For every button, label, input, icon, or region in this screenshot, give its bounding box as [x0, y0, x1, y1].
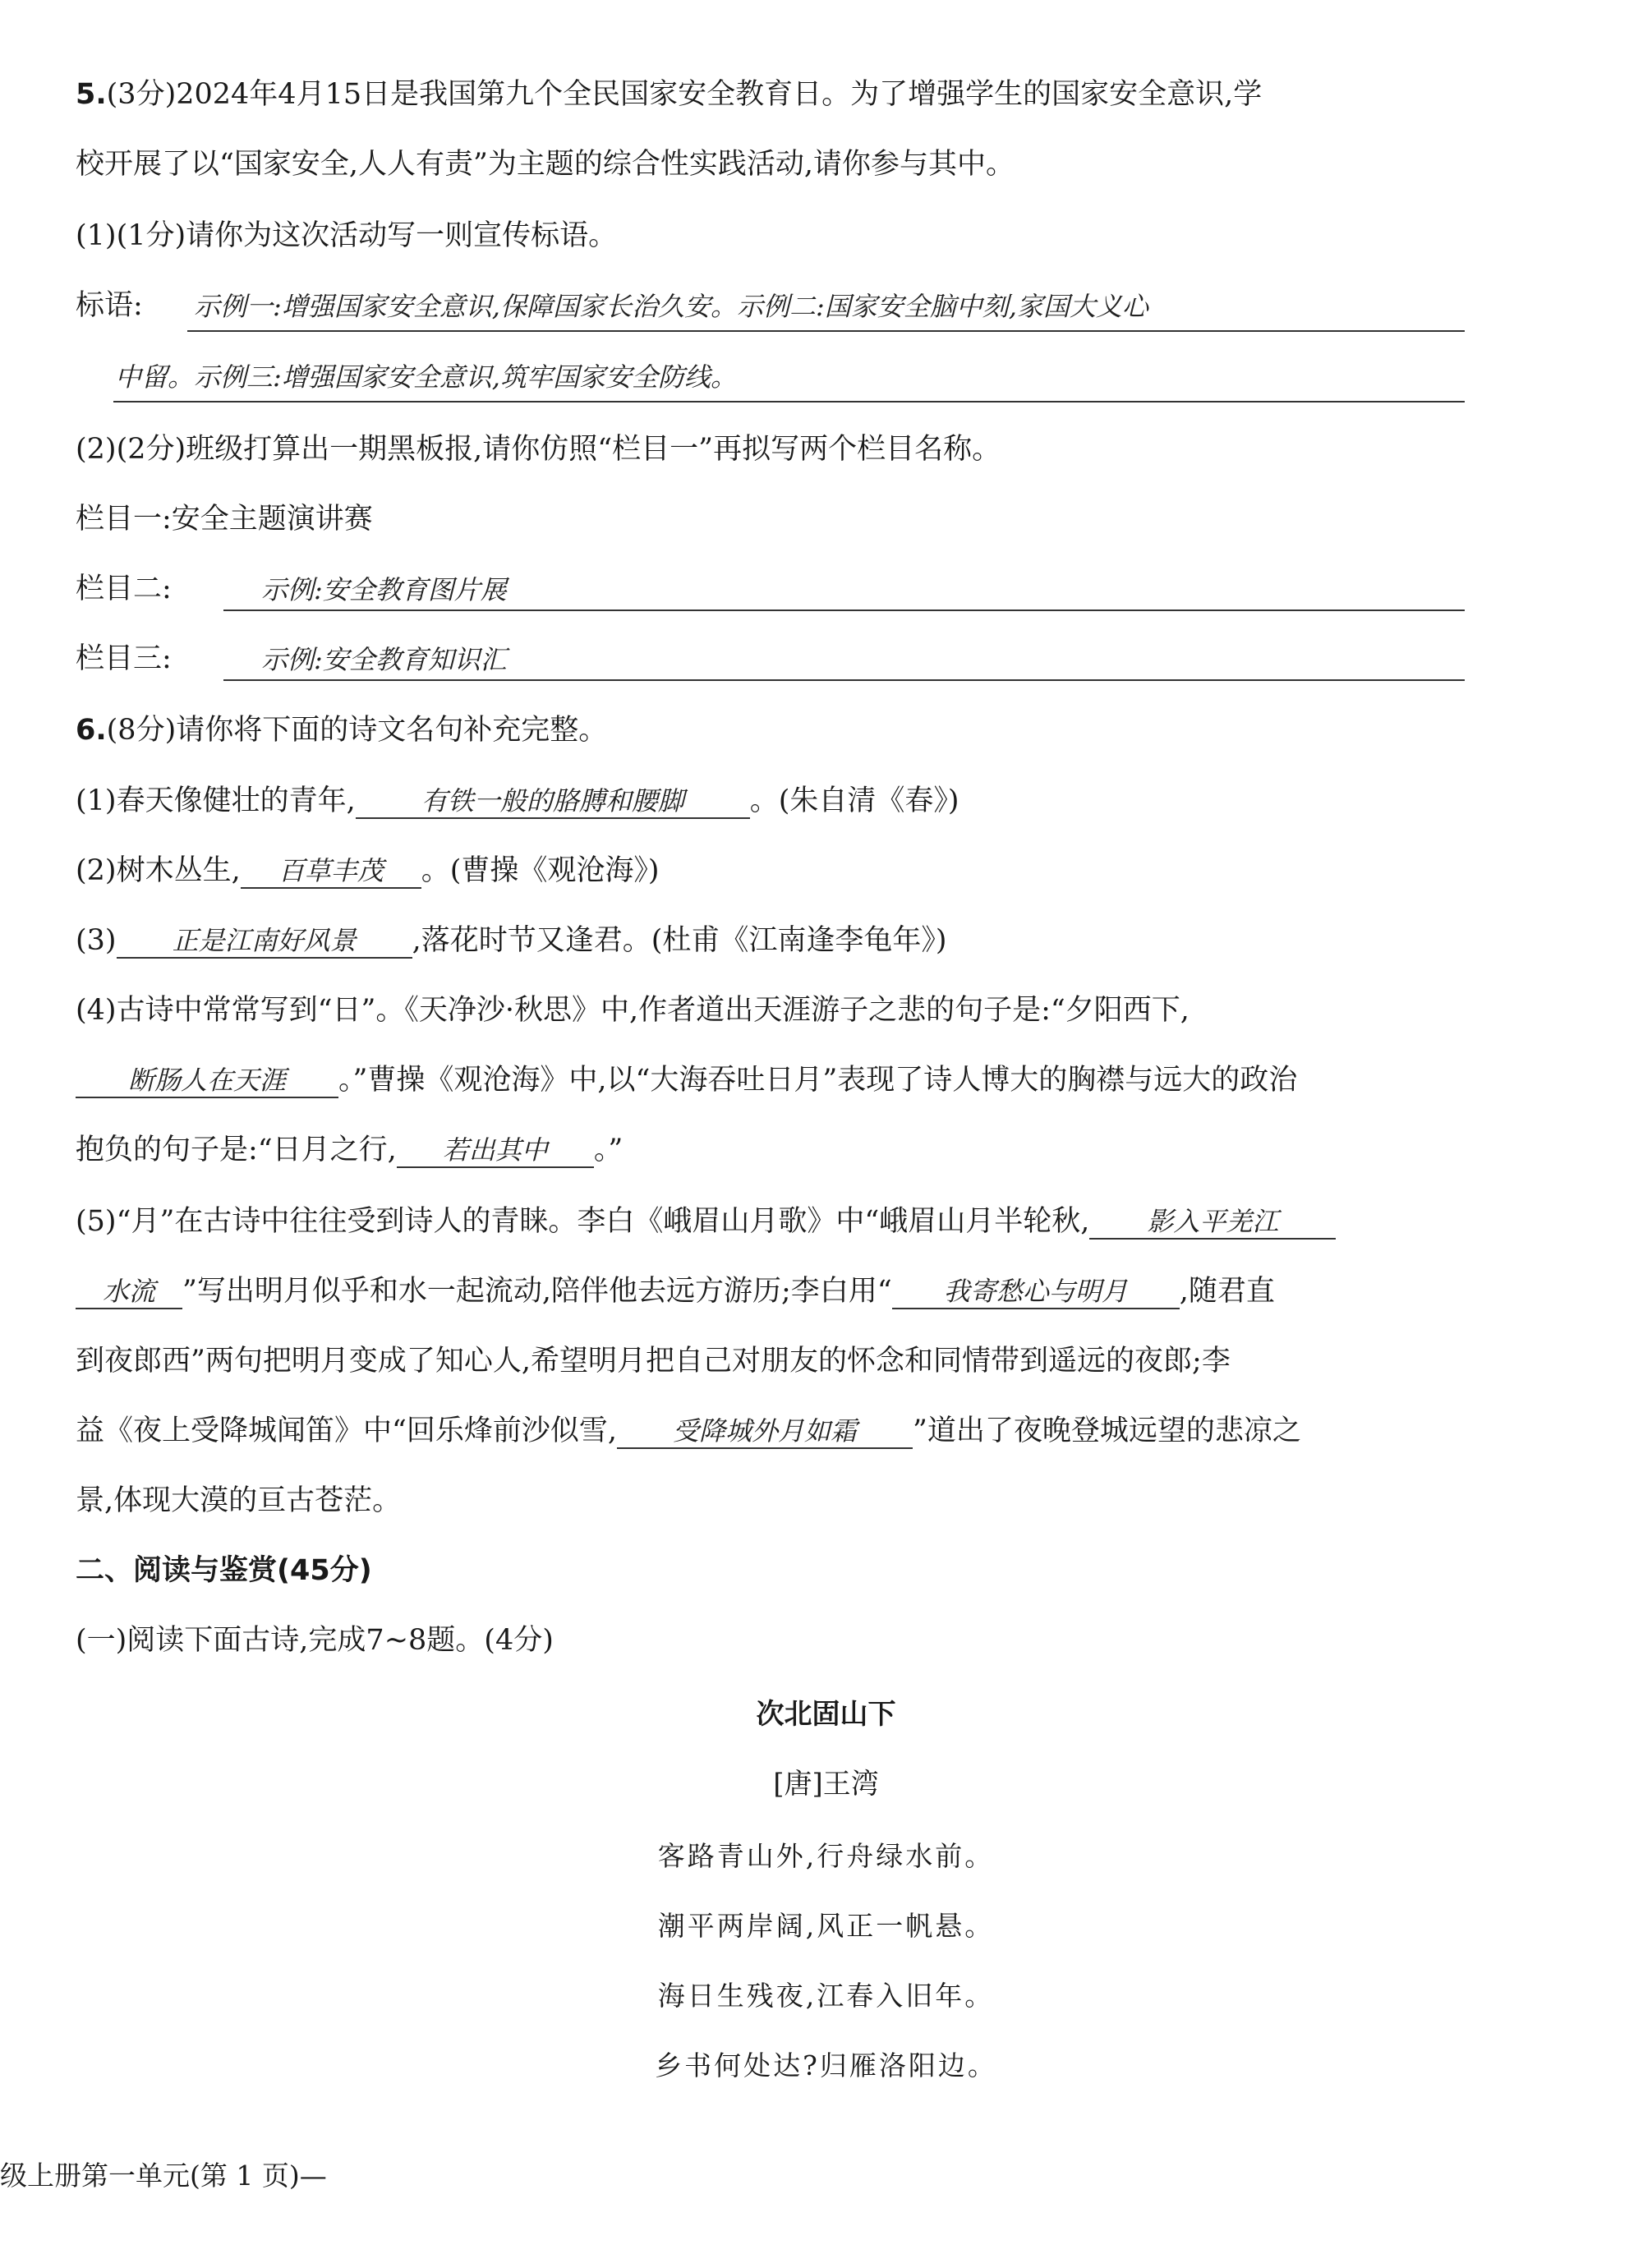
- q6-i5-answer-2: 我寄愁心与明月: [892, 1278, 1180, 1309]
- slogan-answer-1: 示例一:增强国家安全意识,保障国家长治久安。示例二:国家安全脑中刻,家国大义心: [194, 291, 1148, 322]
- q6-prompt: (8分)请你将下面的诗文名句补充完整。: [106, 714, 608, 747]
- q5-number: 5.: [76, 78, 107, 111]
- q6-item-4-line-1: (4)古诗中常常写到“日”。《天净沙·秋思》中,作者道出天涯游子之悲的句子是:“夕阳西下,: [76, 994, 1190, 1027]
- q6-i5-line4-post: ”道出了夜晚登城远望的悲凉之: [913, 1414, 1301, 1447]
- q6-i3-post: ,落花时节又逢君。(杜甫《江南逢李龟年》): [412, 924, 947, 957]
- poem-line-4: 乡书何处达?归雁洛阳边。: [655, 2049, 997, 2082]
- poem-title: 次北固山下: [756, 1698, 896, 1731]
- q6-i5-answer-1a: 影入平羌江: [1089, 1208, 1336, 1240]
- q6-i4-line3-pre: 抱负的句子是:“日月之行,: [76, 1134, 397, 1166]
- q5-line-1: [76, 80, 1262, 109]
- q6-i1-post: 。(朱自清《春》): [749, 784, 959, 817]
- column-3-underline: [223, 679, 1465, 681]
- q6-i5-answer-1b: 水流: [76, 1278, 182, 1309]
- poem-line-1: 客路青山外,行舟绿水前。: [657, 1840, 995, 1872]
- column-2-label: 栏目二:: [76, 573, 172, 605]
- q6-item-4-line-3: [76, 1136, 623, 1168]
- q6-line: [76, 716, 607, 745]
- q6-i5-line4-pre: 益《夜上受降城闻笛》中“回乐烽前沙似雪,: [76, 1414, 618, 1447]
- slogan-underline-2: [113, 401, 1465, 402]
- slogan-underline-1: [187, 330, 1465, 332]
- q6-i1-answer: 有铁一般的胳膊和腰脚: [356, 788, 750, 819]
- q6-item-1: [76, 784, 959, 819]
- column-1: 栏目一:安全主题演讲赛: [76, 503, 373, 536]
- section-2-heading: 二、阅读与鉴赏(45分): [76, 1554, 372, 1587]
- q6-i3-answer: 正是江南好风景: [117, 927, 412, 959]
- column-2-answer: 示例:安全教育图片展: [261, 574, 507, 605]
- q6-i5-line2-post: ,随君直: [1179, 1275, 1275, 1308]
- q6-item-5-line-4: [76, 1414, 1301, 1449]
- q6-item-3: [76, 924, 947, 959]
- q6-item-5-line-3: 到夜郎西”两句把明月变成了知心人,希望明月把自己对朋友的怀念和同情带到遥远的夜郎;李: [76, 1345, 1231, 1378]
- section-2-subheading: (一)阅读下面古诗,完成7~8题。(4分): [76, 1624, 554, 1657]
- q5-intro-2: 校开展了以“国家安全,人人有责”为主题的综合性实践活动,请你参与其中。: [76, 148, 1015, 181]
- q6-i5-answer-3: 受降城外月如霜: [617, 1418, 913, 1449]
- q6-item-5-line-1: [76, 1205, 1336, 1240]
- q6-i2-answer: 百草丰茂: [241, 858, 421, 889]
- q6-i4-line2-post: 。”曹操《观沧海》中,以“大海吞吐日月”表现了诗人博大的胸襟与远大的政治: [338, 1064, 1298, 1097]
- poem-line-3: 海日生残夜,江春入旧年。: [657, 1980, 995, 2012]
- q6-i4-line3-post: 。”: [593, 1134, 624, 1166]
- q6-i2-post: 。(曹操《观沧海》): [421, 854, 660, 887]
- q6-number: 6.: [76, 714, 107, 747]
- q6-i4-answer-1: 断肠人在天涯: [76, 1067, 338, 1098]
- q6-i5-line1-pre: (5)“月”在古诗中往往受到诗人的青睐。李白《峨眉山月歌》中“峨眉山月半轮秋,: [76, 1205, 1090, 1238]
- q6-item-5-line-2: [76, 1277, 1275, 1309]
- q6-i3-pre: (3): [76, 924, 117, 957]
- q6-item-2: [76, 854, 660, 889]
- q6-item-5-line-5: 景,体现大漠的亘古苍茫。: [76, 1484, 402, 1517]
- poem-line-2: 潮平两岸阔,风正一帆悬。: [657, 1910, 995, 1942]
- q6-i2-pre: (2)树木丛生,: [76, 854, 241, 887]
- q5-intro-1: (3分)2024年4月15日是我国第九个全民国家安全教育日。为了增强学生的国家安全意识,学: [106, 78, 1263, 111]
- q6-i5-line2-mid: ”写出明月似乎和水一起流动,陪伴他去远方游历;李白用“: [182, 1275, 892, 1308]
- column-3-answer: 示例:安全教育知识汇: [261, 644, 507, 675]
- column-2-underline: [223, 610, 1465, 611]
- column-3-label: 栏目三:: [76, 642, 172, 675]
- q6-i1-pre: (1)春天像健壮的青年,: [76, 784, 356, 817]
- q5-sub2-prompt: (2)(2分)班级打算出一期黑板报,请你仿照“栏目一”再拟写两个栏目名称。: [76, 433, 1001, 466]
- q6-item-4-line-2: [76, 1066, 1297, 1098]
- slogan-row-1: [76, 289, 143, 322]
- slogan-answer-2: 中留。示例三:增强国家安全意识,筑牢国家安全防线。: [115, 361, 737, 393]
- q6-i4-answer-2: 若出其中: [397, 1137, 594, 1168]
- poem-author: [唐]王湾: [773, 1768, 879, 1801]
- page-footer: 级上册第一单元(第 1 页)—: [0, 2160, 327, 2192]
- slogan-label: 标语:: [76, 289, 143, 322]
- q5-sub1-prompt: (1)(1分)请你为这次活动写一则宣传标语。: [76, 219, 618, 252]
